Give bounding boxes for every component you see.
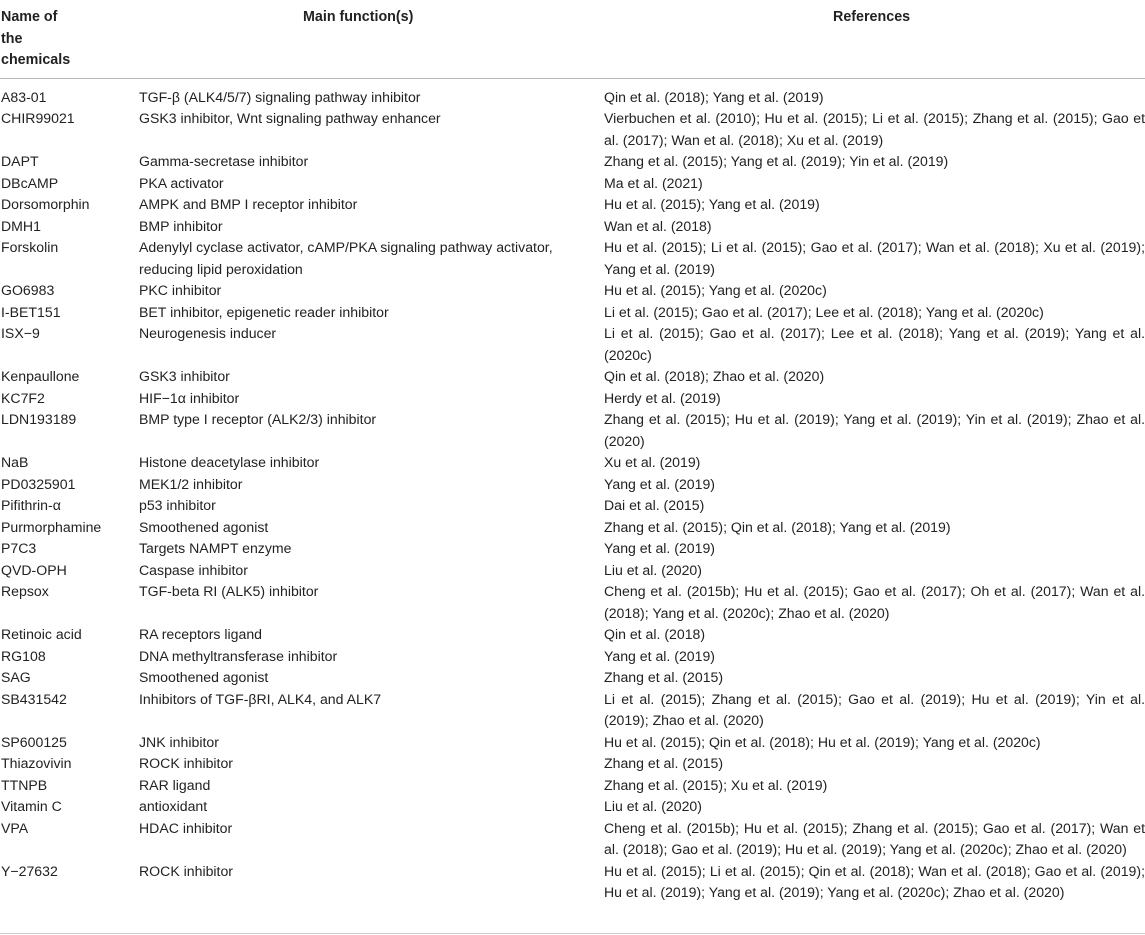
- main-function: GSK3 inhibitor: [139, 368, 230, 384]
- table-row: [0, 366, 1145, 388]
- references: Qin et al. (2018); Yang et al. (2019): [604, 88, 824, 105]
- references: Herdy et al. (2019): [604, 389, 721, 406]
- references: Wan et al. (2018): [604, 217, 712, 234]
- main-function: MEK1/2 inhibitor: [139, 475, 243, 492]
- references: Zhang et al. (2015); Yang et al. (2019); Yin et al. (2019): [604, 153, 949, 169]
- chemical-name: TTNPB: [1, 776, 48, 793]
- table-row: [0, 818, 1145, 861]
- table-bottom-rule: [0, 933, 1145, 934]
- chemical-name: Forskolin: [1, 239, 59, 255]
- references: Cheng et al. (2015b); Hu et al. (2015); Zhang et al. (2015); Gao et al. (2017); Wan et al. (2018); Gao et al. (2019); Hu et al. (2019); Yang et al. (2020c); Zhao et al. (2020): [604, 819, 1145, 857]
- main-function: ROCK inhibitor: [139, 862, 233, 879]
- chemical-name: KC7F2: [1, 389, 45, 406]
- chemical-name: Retinoic acid: [1, 626, 82, 642]
- main-function: antioxidant: [139, 798, 208, 814]
- references: Dai et al. (2015): [604, 497, 705, 513]
- main-function: Smoothened agonist: [139, 518, 269, 535]
- references: Zhang et al. (2015): [604, 755, 724, 771]
- table-row: [0, 538, 1145, 560]
- table-row: [0, 302, 1145, 324]
- table-row: [0, 452, 1145, 474]
- main-function: HDAC inhibitor: [139, 819, 233, 836]
- table-row: [0, 237, 1145, 280]
- references: Yang et al. (2019): [604, 647, 715, 664]
- main-function: BMP inhibitor: [139, 217, 223, 234]
- chemical-name: NaB: [1, 454, 29, 470]
- main-function: TGF-β (ALK4/5/7) signaling pathway inhibitor: [139, 88, 421, 105]
- chemical-name: I-BET151: [1, 303, 61, 320]
- chemical-name: VPA: [1, 819, 29, 836]
- main-function: Neurogenesis inducer: [139, 325, 277, 341]
- references: Qin et al. (2018): [604, 626, 706, 642]
- table-row: [0, 667, 1145, 689]
- chemical-name: SB431542: [1, 690, 67, 707]
- table-header: [0, 0, 1145, 78]
- references: Liu et al. (2020): [604, 561, 702, 578]
- references: Li et al. (2015); Gao et al. (2017); Lee et al. (2018); Yang et al. (2020c): [604, 303, 1044, 320]
- chemical-name: Dorsomorphin: [1, 196, 90, 212]
- chemical-name: ISX−9: [1, 325, 40, 341]
- chemical-name: Purmorphamine: [1, 518, 102, 535]
- references: Zhang et al. (2015); Qin et al. (2018); Yang et al. (2019): [604, 518, 951, 535]
- chemical-name: GO6983: [1, 282, 55, 298]
- main-function: GSK3 inhibitor, Wnt signaling pathway enhancer: [139, 110, 441, 126]
- references: Yang et al. (2019): [604, 475, 715, 492]
- main-function: BMP type I receptor (ALK2/3) inhibitor: [139, 411, 377, 427]
- chemical-name: DBcAMP: [1, 174, 59, 191]
- chemical-name: Repsox: [1, 583, 49, 599]
- main-function: BET inhibitor, epigenetic reader inhibitor: [139, 303, 389, 320]
- references: Qin et al. (2018); Zhao et al. (2020): [604, 368, 825, 384]
- table-row: [0, 173, 1145, 195]
- chemical-name: Kenpaullone: [1, 368, 80, 384]
- chemical-name: SP600125: [1, 733, 67, 750]
- main-function: HIF−1α inhibitor: [139, 389, 240, 406]
- header-name-text: Name of the chemicals: [1, 9, 71, 68]
- main-function: PKC inhibitor: [139, 282, 222, 298]
- chemical-name: DAPT: [1, 153, 39, 169]
- table-row: [0, 796, 1145, 818]
- table-row: [0, 560, 1145, 582]
- table-row: [0, 409, 1145, 452]
- chemical-name: QVD-OPH: [1, 561, 67, 578]
- table-row: [0, 861, 1145, 904]
- main-function: Histone deacetylase inhibitor: [139, 454, 320, 470]
- main-function: TGF-beta RI (ALK5) inhibitor: [139, 583, 319, 599]
- references: Ma et al. (2021): [604, 174, 703, 191]
- references: Hu et al. (2015); Li et al. (2015); Gao et al. (2017); Wan et al. (2018); Xu et al. (2019); Yang et al. (2019): [604, 239, 1145, 277]
- main-function: AMPK and BMP I receptor inhibitor: [139, 196, 358, 212]
- chemical-name: LDN193189: [1, 411, 77, 427]
- main-function: Smoothened agonist: [139, 669, 269, 685]
- references: Zhang et al. (2015): [604, 669, 724, 685]
- main-function: ROCK inhibitor: [139, 755, 233, 771]
- references: Hu et al. (2015); Qin et al. (2018); Hu et al. (2019); Yang et al. (2020c): [604, 733, 1041, 750]
- table-row: [0, 151, 1145, 173]
- chemical-name: Vitamin C: [1, 798, 62, 814]
- chemical-name: Thiazovivin: [1, 755, 72, 771]
- references: Hu et al. (2015); Yang et al. (2020c): [604, 282, 827, 298]
- chemical-name: DMH1: [1, 217, 41, 234]
- table-row: [0, 775, 1145, 797]
- main-function: Adenylyl cyclase activator, cAMP/PKA signaling pathway activator, reducing lipid peroxidation: [139, 239, 553, 277]
- references: Li et al. (2015); Zhang et al. (2015); Gao et al. (2019); Hu et al. (2019); Yin et al. (2019); Zhao et al. (2020): [604, 690, 1145, 728]
- header-name: [0, 0, 139, 78]
- chemical-name: Pifithrin-α: [1, 497, 61, 513]
- main-function: RA receptors ligand: [139, 626, 262, 642]
- references: Zhang et al. (2015); Xu et al. (2019): [604, 776, 828, 793]
- table-row: [0, 194, 1145, 216]
- chemical-name: A83-01: [1, 88, 47, 105]
- main-function: Inhibitors of TGF-βRI, ALK4, and ALK7: [139, 690, 382, 707]
- table-row: [0, 280, 1145, 302]
- table-row: [0, 689, 1145, 732]
- table-row: [0, 581, 1145, 624]
- header-row: [0, 0, 1145, 78]
- main-function: PKA activator: [139, 174, 224, 191]
- main-function: DNA methyltransferase inhibitor: [139, 647, 338, 664]
- table-row: [0, 388, 1145, 410]
- table-row: [0, 323, 1145, 366]
- main-function: Caspase inhibitor: [139, 561, 248, 578]
- references: Liu et al. (2020): [604, 798, 702, 814]
- table-body: [0, 78, 1145, 904]
- table-row: [0, 732, 1145, 754]
- references: Cheng et al. (2015b); Hu et al. (2015); Gao et al. (2017); Oh et al. (2017); Wan et al. (2018); Yang et al. (2020c); Zhao et al. (2020): [604, 583, 1145, 621]
- references: Hu et al. (2015); Li et al. (2015); Qin et al. (2018); Wan et al. (2018); Gao et al. (2019); Hu et al. (2019); Yang et al. (2019); Yang et al. (2020c); Zhao et al. (2020): [604, 862, 1145, 900]
- header-function: Main function(s): [139, 0, 604, 78]
- references: Hu et al. (2015); Yang et al. (2019): [604, 196, 820, 212]
- chemical-name: P7C3: [1, 540, 37, 556]
- references: Yang et al. (2019): [604, 540, 715, 556]
- table-row: [0, 474, 1145, 496]
- table-row: [0, 624, 1145, 646]
- references: Li et al. (2015); Gao et al. (2017); Lee et al. (2018); Yang et al. (2019); Yang et al. (2020c): [604, 325, 1145, 363]
- references: Zhang et al. (2015); Hu et al. (2019); Yang et al. (2019); Yin et al. (2019); Zhao et al. (2020): [604, 411, 1145, 449]
- chemical-name: CHIR99021: [1, 110, 75, 126]
- table-row: [0, 517, 1145, 539]
- main-function: Gamma-secretase inhibitor: [139, 153, 309, 169]
- table-row: [0, 495, 1145, 517]
- header-references: References: [604, 0, 1145, 78]
- table-row: [0, 78, 1145, 108]
- chemical-name: SAG: [1, 669, 31, 685]
- main-function: Targets NAMPT enzyme: [139, 540, 292, 556]
- chemical-name: Y−27632: [1, 862, 58, 879]
- main-function: p53 inhibitor: [139, 497, 216, 513]
- references: Vierbuchen et al. (2010); Hu et al. (2015); Li et al. (2015); Zhang et al. (2015); Gao et al. (2017); Wan et al. (2018); Xu et al. (2019): [604, 110, 1145, 148]
- table-row: [0, 108, 1145, 151]
- chemical-name: RG108: [1, 647, 46, 664]
- table-row: [0, 646, 1145, 668]
- table-row: [0, 753, 1145, 775]
- main-function: RAR ligand: [139, 776, 211, 793]
- chemical-name: PD0325901: [1, 475, 76, 492]
- main-function: JNK inhibitor: [139, 733, 219, 750]
- table-row: [0, 216, 1145, 238]
- references: Xu et al. (2019): [604, 454, 701, 470]
